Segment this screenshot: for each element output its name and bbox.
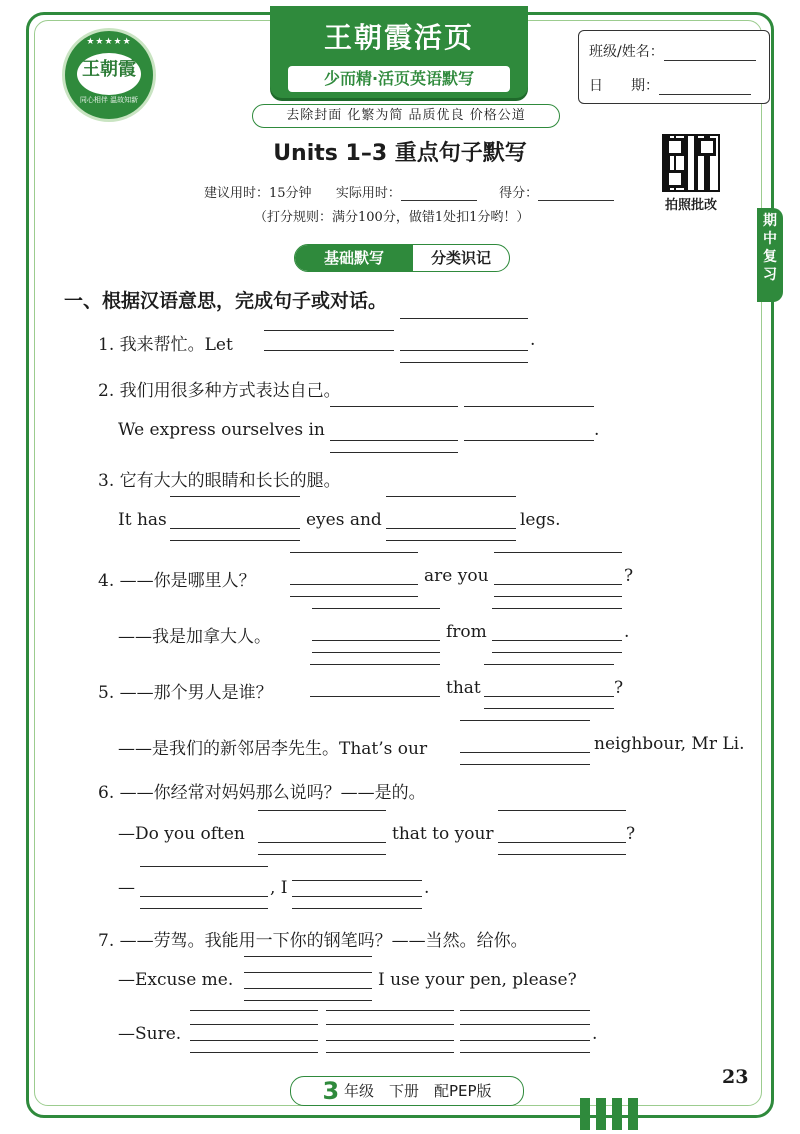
blank[interactable]	[484, 664, 614, 665]
blank[interactable]	[464, 440, 594, 441]
blank[interactable]	[460, 1052, 590, 1053]
q2-sentence: We express ourselves in	[118, 420, 325, 440]
blank[interactable]	[292, 896, 422, 897]
blank[interactable]	[386, 528, 516, 529]
blank[interactable]	[492, 652, 622, 653]
actual-time-label: 实际用时：	[335, 186, 401, 201]
q4-mid1: are you	[424, 566, 489, 586]
page-number: 23	[722, 1066, 749, 1088]
q3-prompt: 3. 它有大大的眼睛和长长的腿。	[98, 471, 341, 491]
q6-comma-i: , I	[270, 878, 288, 898]
blank[interactable]	[460, 752, 590, 753]
blank[interactable]	[460, 1024, 590, 1025]
qr-code-icon[interactable]	[662, 134, 720, 192]
q5-end2: neighbour, Mr Li.	[594, 734, 745, 754]
blank[interactable]	[400, 362, 528, 363]
blank[interactable]	[140, 908, 268, 909]
blank[interactable]	[244, 972, 372, 973]
q3-part2: eyes and	[306, 510, 382, 530]
page-title: Units 1–3 重点句子默写	[273, 141, 527, 166]
score-label: 得分：	[499, 186, 539, 201]
q3-part1: It has	[118, 510, 167, 530]
date-blank[interactable]	[659, 80, 751, 95]
badge-basic-dictation: 基础默写	[295, 245, 413, 271]
logo-stars: ★★★★★	[86, 37, 132, 47]
q4-answer: ——我是加拿大人。	[118, 627, 271, 647]
blank[interactable]	[290, 584, 418, 585]
score-blank[interactable]	[538, 188, 614, 201]
blank[interactable]	[170, 496, 300, 497]
date-label: 日 期：	[589, 78, 659, 94]
section-badge	[294, 244, 510, 272]
scoring-rule: （打分规则：满分100分，做错1处扣1分哟！）	[254, 210, 530, 225]
blank[interactable]	[190, 1052, 318, 1053]
grade-text: 年级 下册 配PEP版	[343, 1082, 492, 1100]
suggested-time: 建议用时：15分钟	[204, 186, 312, 201]
blank[interactable]	[460, 1010, 590, 1011]
blank[interactable]	[492, 608, 622, 609]
qr-label: 拍照批改	[664, 198, 717, 213]
footer-decoration	[580, 1098, 644, 1134]
brand-title: 王朝霞活页	[323, 21, 474, 54]
logo-text: 王朝霞	[77, 53, 141, 95]
name-box	[578, 30, 770, 104]
blank[interactable]	[312, 652, 440, 653]
blank[interactable]	[400, 318, 528, 319]
slogan: 去除封面 化繁为简 品质优良 价格公道	[252, 104, 560, 128]
blank[interactable]	[330, 440, 458, 441]
q6-dash: —	[118, 878, 135, 898]
blank[interactable]	[484, 708, 614, 709]
blank[interactable]	[494, 596, 622, 597]
q1-prompt: 1. 我来帮忙。Let	[98, 335, 233, 355]
blank[interactable]	[498, 842, 626, 843]
blank[interactable]	[326, 1052, 454, 1053]
blank[interactable]	[492, 640, 622, 641]
blank[interactable]	[292, 908, 422, 909]
blank[interactable]	[330, 406, 458, 407]
blank[interactable]	[494, 552, 622, 553]
blank[interactable]	[292, 880, 422, 881]
blank[interactable]	[460, 1040, 590, 1041]
q4-end2: .	[624, 622, 630, 642]
blank[interactable]	[312, 640, 440, 641]
side-tab-midterm-review: 期 中 复 习	[757, 208, 783, 302]
q6-end2: .	[424, 878, 430, 898]
q5-answer: ——是我们的新邻居李先生。That’s our	[118, 739, 428, 759]
grade-number: 3	[322, 1077, 340, 1105]
q7-end2: .	[592, 1024, 598, 1044]
blank[interactable]	[170, 528, 300, 529]
q2-prompt: 2. 我们用很多种方式表达自己。	[98, 381, 341, 401]
q6-end1: ?	[626, 824, 636, 844]
blank[interactable]	[290, 552, 418, 553]
blank[interactable]	[264, 350, 394, 351]
blank[interactable]	[460, 720, 590, 721]
class-name-label: 班级/姓名：	[589, 44, 664, 60]
blank[interactable]	[464, 406, 594, 407]
blank[interactable]	[244, 1000, 372, 1001]
q6-prompt: 6. ——你经常对妈妈那么说吗？——是的。	[98, 783, 426, 803]
blank[interactable]	[190, 1024, 318, 1025]
brand-banner	[270, 6, 528, 98]
q7-mid1: I use your pen, please?	[378, 970, 577, 990]
blank[interactable]	[330, 452, 458, 453]
blank[interactable]	[326, 1024, 454, 1025]
blank[interactable]	[310, 696, 440, 697]
q4-end1: ?	[624, 566, 634, 586]
actual-time-blank[interactable]	[401, 188, 477, 201]
blank[interactable]	[290, 596, 418, 597]
blank[interactable]	[190, 1040, 318, 1041]
q4-question: 4. ——你是哪里人？	[98, 571, 256, 591]
brand-subtitle: 少而精·活页英语默写	[288, 66, 510, 92]
q6-mid1: that to your	[392, 824, 494, 844]
blank[interactable]	[140, 866, 268, 867]
logo	[62, 28, 156, 122]
blank[interactable]	[310, 664, 440, 665]
logo-subtext: 同心相伴 温故知新	[79, 96, 139, 104]
blank[interactable]	[312, 608, 440, 609]
blank[interactable]	[264, 330, 394, 331]
class-name-blank[interactable]	[664, 46, 756, 61]
blank[interactable]	[258, 854, 386, 855]
blank[interactable]	[170, 540, 300, 541]
blank[interactable]	[386, 540, 516, 541]
q6-question: —Do you often	[118, 824, 245, 844]
q7-prompt: 7. ——劳驾。我能用一下你的钢笔吗？——当然。给你。	[98, 931, 528, 951]
blank[interactable]	[386, 496, 516, 497]
q4-mid2: from	[446, 622, 487, 642]
meta-line	[204, 182, 614, 201]
blank[interactable]	[258, 842, 386, 843]
blank[interactable]	[484, 696, 614, 697]
blank[interactable]	[140, 896, 268, 897]
q7-question: —Excuse me.	[118, 970, 234, 990]
badge-classify: 分类识记	[430, 249, 491, 267]
q5-mid1: that	[446, 678, 481, 698]
blank[interactable]	[494, 584, 622, 585]
blank[interactable]	[190, 1010, 318, 1011]
blank[interactable]	[244, 988, 372, 989]
blank[interactable]	[326, 1010, 454, 1011]
q2-end: .	[594, 420, 600, 440]
q3-part3: legs.	[520, 510, 561, 530]
blank[interactable]	[460, 764, 590, 765]
q7-answer: —Sure.	[118, 1024, 182, 1044]
blank[interactable]	[258, 810, 386, 811]
q5-question: 5. ——那个男人是谁？	[98, 683, 273, 703]
blank[interactable]	[326, 1040, 454, 1041]
grade-footer	[290, 1076, 524, 1106]
q5-end1: ?	[614, 678, 624, 698]
section-heading: 一、根据汉语意思，完成句子或对话。	[64, 290, 388, 312]
blank[interactable]	[400, 350, 528, 351]
q1-end: .	[530, 330, 536, 350]
blank[interactable]	[244, 956, 372, 957]
blank[interactable]	[498, 854, 626, 855]
blank[interactable]	[498, 810, 626, 811]
